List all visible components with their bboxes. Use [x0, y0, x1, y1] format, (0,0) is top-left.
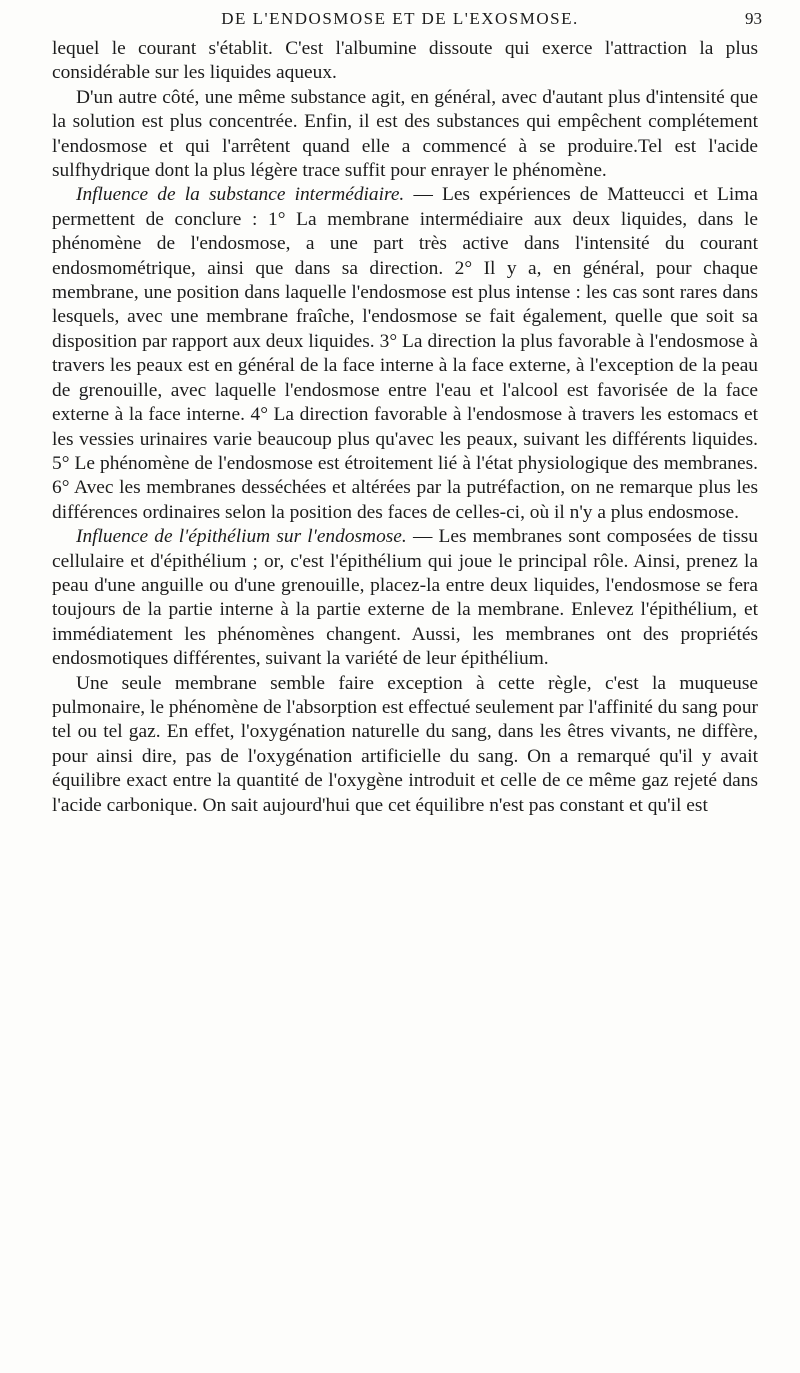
- paragraph: [52, 525, 758, 671]
- running-title: DE L'ENDOSMOSE ET DE L'EXOSMOSE.: [221, 9, 579, 28]
- section-heading: Influence de l'épithélium sur l'endosmose.: [76, 526, 407, 548]
- page-number: 93: [745, 9, 762, 28]
- paragraph: [52, 37, 758, 86]
- paragraph: [52, 672, 758, 818]
- paragraph-text: D'un autre côté, une même substance agit, en général, avec d'autant plus d'intensité que la solution est plus concentrée. Enfin, il est des substances qui empêchent complétement l'endosmose et qui l'arrêtent quand elle a commencé à se produire.Tel est l'acide sulfhydrique dont la plus légère trace suffit pour enrayer le phénomène.: [52, 86, 758, 182]
- paragraph: [52, 183, 758, 525]
- paragraph-text: — Les membranes sont composées de tissu cellulaire et d'épithélium ; or, c'est l'épithélium qui joue le principal rôle. Ainsi, prenez la peau d'une anguille ou d'une grenouille, placez-la entre deux liquides, l'endosmose se fera toujours de la partie interne à la partie externe de la membrane. Enlevez l'épithélium, et immédiatement les phénomènes changent. Aussi, les membranes ont des propriétés endosmotiques différentes, suivant la variété de leur épithélium.: [52, 526, 758, 670]
- section-heading: Influence de la substance intermédiaire.: [76, 184, 405, 206]
- paragraph: [52, 86, 758, 184]
- running-head: [38, 5, 762, 33]
- paragraph-text: lequel le courant s'établit. C'est l'albumine dissoute qui exerce l'attraction la plus considérable sur les liquides aqueux.: [52, 38, 758, 84]
- paragraph-text: — Les expériences de Matteucci et Lima permettent de conclure : 1° La membrane intermédiaire aux deux liquides, dans le phénomène de l'endosmose, a une part très active dans l'intensité du courant endosmométrique, ainsi que dans sa direction. 2° Il y a, en général, pour chaque membrane, une position dans laquelle l'endosmose est plus intense : les cas sont rares dans lesquels, avec une membrane fraîche, l'endosmose se fait également, quelle que soit sa disposition par rapport aux deux liquides. 3° La direction la plus favorable à l'endosmose à travers les peaux est en général de la face interne à la face externe, à l'exception de la peau de grenouille, avec laquelle l'endosmose entre l'eau et l'alcool est favorisée de la face externe à la face interne. 4° La direction favorable à l'endosmose à travers les estomacs et les vessies urinaires varie beaucoup plus qu'avec les peaux, suivant les différents liquides. 5° Le phénomène de l'endosmose est étroitement lié à l'état physiologique des membranes. 6° Avec les membranes desséchées et altérées par la putréfaction, on ne remarque plus les différences ordinaires selon la position des faces de celles-ci, où il n'y a plus endosmose.: [52, 184, 758, 523]
- body-text: [52, 37, 758, 818]
- paragraph-text: Une seule membrane semble faire exception à cette règle, c'est la muqueuse pulmonaire, le phénomène de l'absorption est effectué seulement par l'affinité du sang pour tel ou tel gaz. En effet, l'oxygénation naturelle du sang, dans les êtres vivants, ne diffère, pour ainsi dire, pas de l'oxygénation artificielle du sang. On a remarqué qu'il y avait équilibre exact entre la quantité de l'oxygène introduit et celle de ce même gaz rejeté dans l'acide carbonique. On sait aujourd'hui que cet équilibre n'est pas constant et qu'il est: [52, 672, 758, 816]
